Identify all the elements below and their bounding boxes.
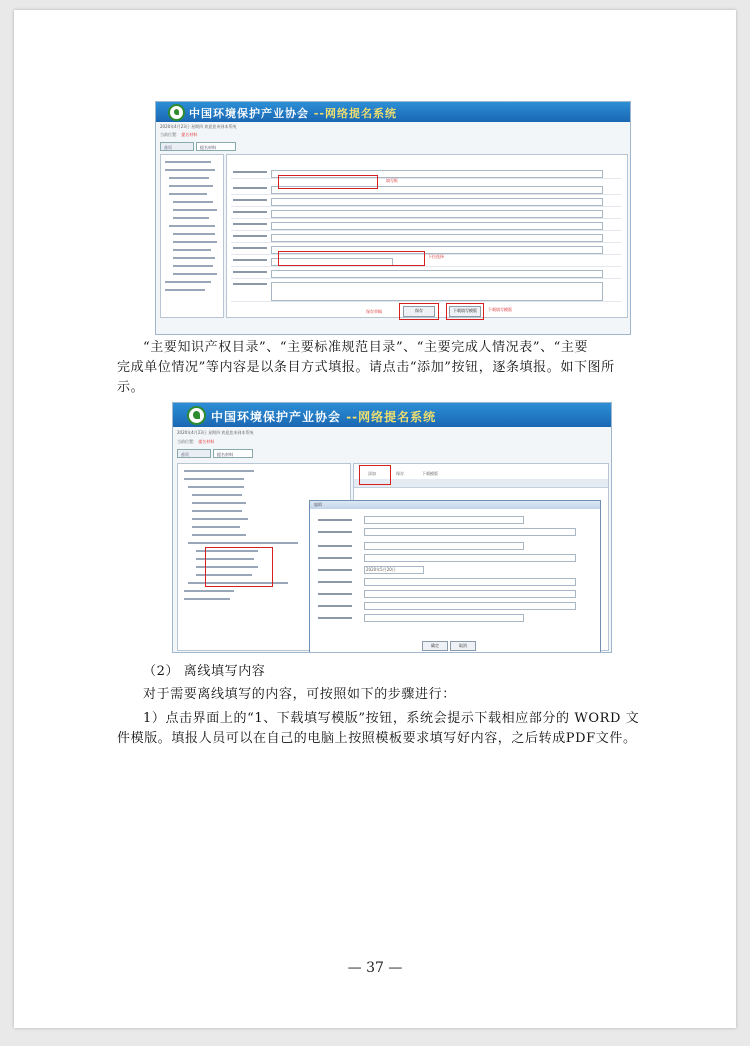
tab-nomination[interactable]: 提名材料	[213, 449, 253, 458]
banner-title: 中国环境保护产业协会	[189, 107, 309, 120]
screenshot-add-dialog	[172, 402, 612, 653]
association-logo-icon	[187, 406, 206, 425]
highlight-input	[278, 175, 378, 189]
paragraph-line: 示。	[117, 380, 145, 395]
screenshot-form-editor	[155, 101, 631, 335]
annotation-download: 下载填写模版	[488, 307, 512, 312]
form-field[interactable]	[364, 590, 576, 598]
form-field[interactable]	[364, 554, 576, 562]
ok-button[interactable]: 确定	[422, 641, 448, 651]
step-line: 件模版。填报人员可以在自己的电脑上按照模板要求填写好内容，之后转成PDF文件。	[117, 731, 637, 746]
dropdown-field[interactable]	[364, 542, 524, 550]
navigation-tree	[160, 154, 224, 318]
form-field[interactable]	[271, 234, 603, 242]
step-line: 1）点击界面上的“1、下载填写模版”按钮，系统会提示下载相应部分的 WORD 文	[143, 711, 640, 726]
form-field[interactable]	[271, 198, 603, 206]
form-field[interactable]	[364, 602, 576, 610]
dialog-title: 编辑	[314, 502, 322, 507]
form-field[interactable]	[271, 270, 603, 278]
paragraph-line: “主要知识产权目录”、“主要标准规范目录”、“主要完成人情况表”、“主要	[143, 340, 589, 355]
nav-label: 当前位置：	[160, 132, 180, 137]
download-template-button[interactable]: 下载填写模版	[449, 306, 481, 317]
status-line: 2020年4月23日 星期四 欢迎您来到本系统	[177, 430, 254, 435]
section-intro: 对于需要离线填写的内容，可按照如下的步骤进行：	[143, 687, 456, 702]
page-number: — 37 —	[347, 960, 403, 976]
nav-link[interactable]: 提名材料	[181, 132, 198, 137]
form-field[interactable]	[364, 578, 576, 586]
section-heading: （2） 离线填写内容	[143, 664, 266, 679]
edit-dialog	[309, 500, 601, 653]
paragraph-line: 完成单位情况”等内容是以条目方式填报。请点击“添加”按钮，逐条填报。如下图所	[117, 360, 615, 375]
nav-label: 当前位置：	[177, 439, 197, 444]
annotation-fill: 填写框	[386, 178, 398, 183]
annotation-save: 保存草稿	[366, 309, 382, 314]
form-field[interactable]	[271, 210, 603, 218]
status-line: 2020年4月23日 星期四 欢迎您来到本系统	[160, 124, 237, 129]
banner	[173, 403, 611, 427]
cancel-button[interactable]: 取消	[450, 641, 476, 651]
date-field[interactable]: 2020年5月20日	[364, 566, 424, 574]
textarea-field[interactable]	[271, 282, 603, 301]
highlight-tree-items	[205, 547, 273, 587]
association-logo-icon	[168, 104, 185, 121]
nav-link[interactable]: 提名材料	[198, 439, 215, 444]
banner-title: 中国环境保护产业协会	[211, 410, 342, 424]
save-button[interactable]: 保存	[403, 306, 435, 317]
banner	[156, 102, 630, 122]
banner-subtitle: --网络提名系统	[346, 410, 437, 424]
tab-nomination[interactable]: 提名材料	[196, 142, 236, 151]
dropdown-field[interactable]	[364, 516, 524, 524]
highlight-dropdown	[278, 251, 425, 266]
dropdown-field[interactable]	[364, 614, 524, 622]
tab-home[interactable]: 首页	[177, 449, 211, 458]
toolbar-download-button[interactable]: 下载模版	[422, 471, 438, 476]
toolbar-save-button[interactable]: 保存	[396, 471, 404, 476]
highlight-add-button	[359, 465, 391, 485]
form-field[interactable]	[364, 528, 576, 536]
add-button[interactable]: 添加	[368, 471, 376, 476]
form-field[interactable]	[271, 222, 603, 230]
banner-subtitle: --网络提名系统	[313, 107, 397, 120]
document-page	[14, 10, 736, 1028]
annotation-select: 下拉选择	[428, 254, 444, 259]
tab-home[interactable]: 首页	[160, 142, 194, 151]
